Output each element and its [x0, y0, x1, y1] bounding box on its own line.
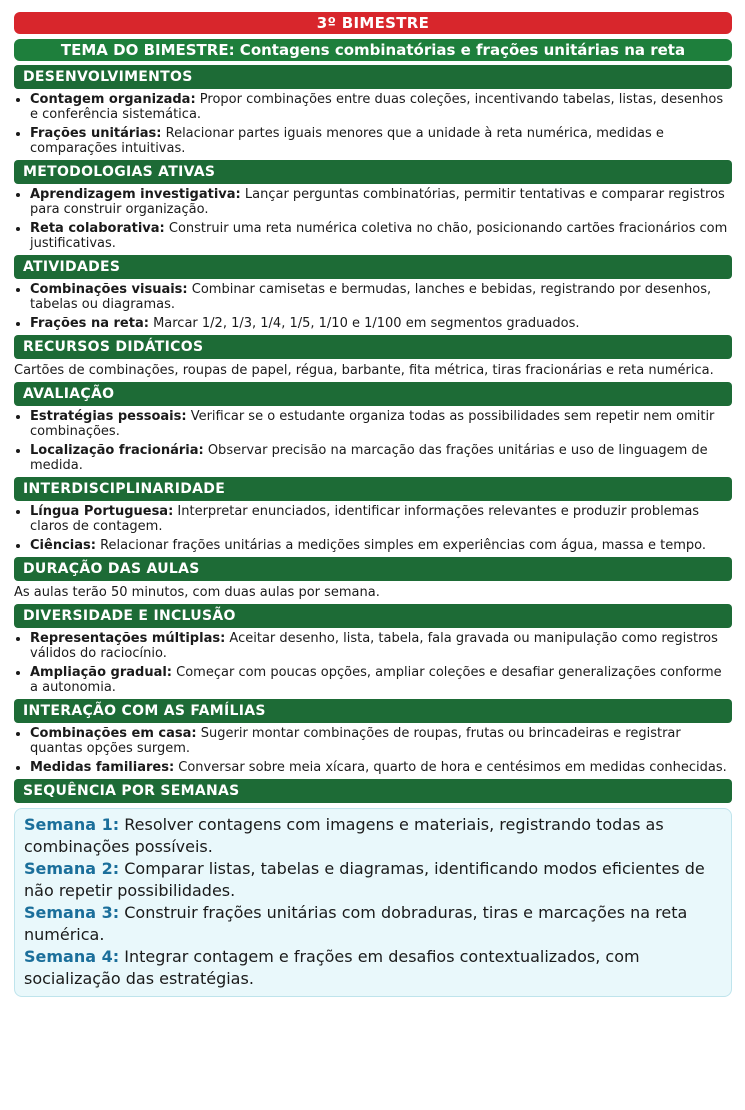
week-item [24, 946, 721, 990]
item-label: Reta colaborativa: [30, 221, 165, 236]
item-text: Relacionar frações unitárias a medições simples em experiências com água, massa e tempo. [100, 538, 707, 553]
section-header-atividades: ATIVIDADES [14, 255, 732, 279]
duracao-text: As aulas terão 50 minutos, com duas aulas por semana. [14, 585, 380, 600]
recursos-text: Cartões de combinações, roupas de papel, régua, barbante, fita métrica, tiras fracionárias e reta numérica. [14, 363, 714, 378]
item-text: Sugerir montar combinações de roupas, frutas ou brincadeiras e registrar quantas opções surgem. [30, 726, 681, 756]
week-item [24, 902, 721, 946]
atividades-list [14, 282, 732, 331]
avaliacao-list [14, 409, 732, 473]
familias-list [14, 726, 732, 775]
item-text: Começar com poucas opções, ampliar coleções e desafiar generalizações conforme a autonomia. [30, 665, 722, 695]
list-item [30, 538, 732, 553]
section-header-familias: INTERAÇÃO COM AS FAMÍLIAS [14, 699, 732, 723]
list-item [30, 504, 732, 534]
section-header-interdisciplinaridade: INTERDISCIPLINARIDADE [14, 477, 732, 501]
item-label: Frações unitárias: [30, 126, 162, 141]
item-text: Aceitar desenho, lista, tabela, fala gravada ou manipulação como registros válidos do raciocínio. [30, 631, 718, 661]
week-text: Integrar contagem e frações em desafios contextualizados, com socialização das estratégias. [24, 947, 640, 988]
list-item [30, 409, 732, 439]
list-item [30, 726, 732, 756]
item-text: Interpretar enunciados, identificar informações relevantes e produzir problemas claros de contagem. [30, 504, 700, 534]
item-label: Ciências: [30, 538, 96, 553]
item-text: Construir uma reta numérica coletiva no chão, posicionando cartões fracionários com justificativas. [30, 221, 728, 251]
week-text: Construir frações unitárias com dobraduras, tiras e marcações na reta numérica. [24, 903, 688, 944]
week-label: Semana 2: [24, 859, 120, 878]
weeks-box [14, 808, 732, 997]
item-label: Língua Portuguesa: [30, 504, 174, 519]
item-label: Localização fracionária: [30, 443, 204, 458]
list-item [30, 443, 732, 473]
section-header-diversidade: DIVERSIDADE E INCLUSÃO [14, 604, 732, 628]
list-item [30, 665, 732, 695]
list-item [30, 282, 732, 312]
item-text: Relacionar partes iguais menores que a unidade à reta numérica, medidas e comparações intuitivas. [30, 126, 664, 156]
week-label: Semana 1: [24, 815, 120, 834]
list-item [30, 221, 732, 251]
item-text: Marcar 1/2, 1/3, 1/4, 1/5, 1/10 e 1/100 em segmentos graduados. [153, 316, 580, 331]
desenvolvimentos-list [14, 92, 732, 156]
week-label: Semana 3: [24, 903, 120, 922]
item-label: Contagem organizada: [30, 92, 196, 107]
item-label: Ampliação gradual: [30, 665, 173, 680]
bimestre-banner: 3º BIMESTRE [14, 12, 732, 34]
item-label: Frações na reta: [30, 316, 149, 331]
metodologias-list [14, 187, 732, 251]
item-label: Estratégias pessoais: [30, 409, 187, 424]
item-label: Aprendizagem investigativa: [30, 187, 241, 202]
diversidade-list [14, 631, 732, 695]
week-text: Comparar listas, tabelas e diagramas, identificando modos eficientes de não repetir possibilidades. [24, 859, 705, 900]
list-item [30, 187, 732, 217]
list-item [30, 316, 732, 331]
section-header-metodologias: METODOLOGIAS ATIVAS [14, 160, 732, 184]
section-header-recursos: RECURSOS DIDÁTICOS [14, 335, 732, 359]
list-item [30, 631, 732, 661]
section-header-duracao: DURAÇÃO DAS AULAS [14, 557, 732, 581]
section-header-desenvolvimentos: DESENVOLVIMENTOS [14, 65, 732, 89]
list-item [30, 126, 732, 156]
week-text: Resolver contagens com imagens e materiais, registrando todas as combinações possíveis. [24, 815, 664, 856]
list-item [30, 92, 732, 122]
item-text: Propor combinações entre duas coleções, incentivando tabelas, listas, desenhos e conferência sistemática. [30, 92, 724, 122]
item-label: Medidas familiares: [30, 760, 175, 775]
item-text: Lançar perguntas combinatórias, permitir tentativas e comparar registros para construir organização. [30, 187, 725, 217]
item-label: Representações múltiplas: [30, 631, 226, 646]
item-text: Combinar camisetas e bermudas, lanches e bebidas, registrando por desenhos, tabelas ou diagramas. [30, 282, 712, 312]
week-label: Semana 4: [24, 947, 120, 966]
item-label: Combinações visuais: [30, 282, 188, 297]
item-text: Conversar sobre meia xícara, quarto de hora e centésimos em medidas conhecidas. [178, 760, 727, 775]
list-item [30, 760, 732, 775]
week-item [24, 814, 721, 858]
interdisciplinaridade-list [14, 504, 732, 553]
item-text: Observar precisão na marcação das frações unitárias e uso de linguagem de medida. [30, 443, 708, 473]
section-header-avaliacao: AVALIAÇÃO [14, 382, 732, 406]
item-label: Combinações em casa: [30, 726, 197, 741]
item-text: Verificar se o estudante organiza todas as possibilidades sem repetir nem omitir combinações. [30, 409, 715, 439]
tema-banner: TEMA DO BIMESTRE: Contagens combinatórias e frações unitárias na reta [14, 39, 732, 61]
section-header-sequencia: SEQUÊNCIA POR SEMANAS [14, 779, 732, 803]
week-item [24, 858, 721, 902]
